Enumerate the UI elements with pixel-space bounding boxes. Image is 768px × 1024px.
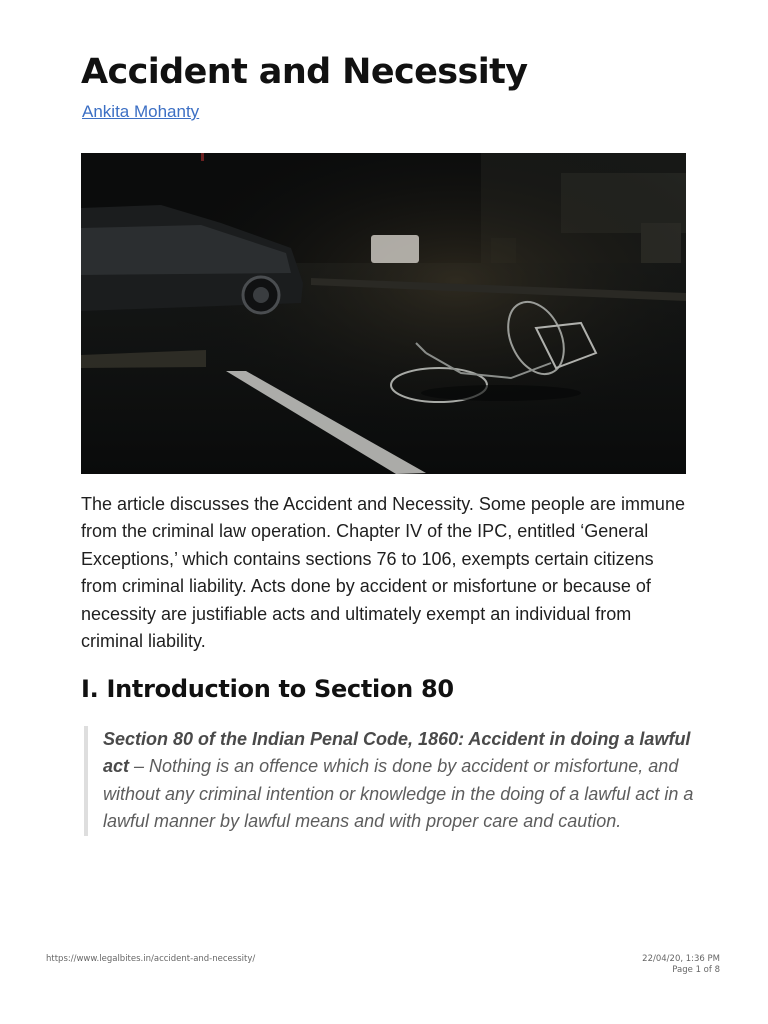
quote-bold-lead: Section 80 of the Indian Penal Code, 1860: Accident in doing a lawful act	[103, 729, 691, 777]
author-link[interactable]: Ankita Mohanty	[82, 102, 200, 121]
footer-timestamp: 22/04/20, 1:36 PM	[642, 954, 720, 964]
intro-paragraph: The article discusses the Accident and Necessity. Some people are immune from the criminal law operation. Chapter IV of the IPC, entitled ‘General Exceptions,’ which contains sections 76 to 106, exempts certain citizens from criminal liability. Acts done by accident or misfortune or because of necessity are justifiable acts and ultimately exempt an individual from criminal liability.	[81, 494, 685, 652]
hero-image	[81, 153, 686, 474]
footer-url: https://www.legalbites.in/accident-and-necessity/	[46, 954, 256, 964]
footer-page-number: Page 1 of 8	[672, 965, 720, 975]
footer-meta	[642, 954, 720, 976]
quote-text: – Nothing is an offence which is done by accident or misfortune, and without any criminal intention or knowledge in the doing of a lawful act in a lawful manner by lawful means and with proper care and caution.	[103, 756, 694, 832]
article-title: Accident and Necessity	[81, 52, 528, 92]
section-heading: I. Introduction to Section 80	[81, 675, 454, 703]
section-quote	[84, 726, 703, 836]
